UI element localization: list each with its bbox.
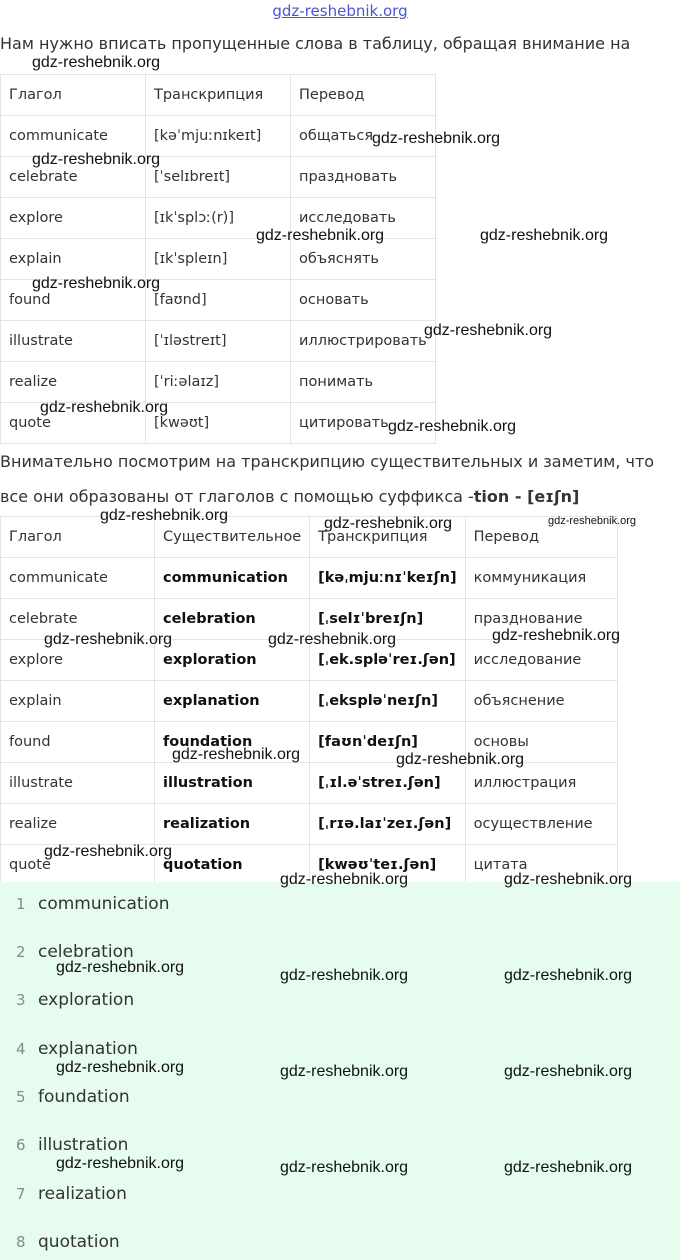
transcription-cell: [ˌrɪə.laɪˈzeɪ.ʃən] bbox=[310, 804, 465, 845]
table-row bbox=[1, 763, 618, 804]
watermark: gdz-reshebnik.org bbox=[280, 1159, 409, 1176]
verb-cell: communicate bbox=[1, 558, 155, 599]
list-item-word: communication bbox=[38, 894, 170, 914]
header-verb: Глагол bbox=[1, 75, 146, 116]
transcription-cell: [ˌek.spləˈreɪ.ʃən] bbox=[310, 640, 465, 681]
transcription-cell: [ɪkˈsplɔː(r)] bbox=[146, 198, 291, 239]
table-row bbox=[1, 681, 618, 722]
noun-cell: quotation bbox=[155, 845, 310, 886]
translation-cell: осуществление bbox=[465, 804, 617, 845]
translation-cell: исследование bbox=[465, 640, 617, 681]
transcription-cell: [kwəʊˈteɪ.ʃən] bbox=[310, 845, 465, 886]
verb-cell: explain bbox=[1, 681, 155, 722]
verb-table bbox=[0, 74, 436, 444]
header-noun: Существительное bbox=[155, 517, 310, 558]
translation-cell: общаться bbox=[291, 116, 436, 157]
watermark: gdz-reshebnik.org bbox=[56, 1059, 185, 1076]
list-item-number: 8 bbox=[16, 1233, 26, 1251]
header-translation: Перевод bbox=[291, 75, 436, 116]
transcription-cell: [faʊnˈdeɪʃn] bbox=[310, 722, 465, 763]
site-link[interactable]: gdz-reshebnik.org bbox=[272, 2, 408, 20]
verb-cell: quote bbox=[1, 403, 146, 444]
watermark: gdz-reshebnik.org bbox=[492, 627, 621, 644]
watermark: gdz-reshebnik.org bbox=[32, 54, 161, 71]
list-item-word: foundation bbox=[38, 1087, 130, 1107]
verb-cell: illustrate bbox=[1, 763, 155, 804]
table-row bbox=[1, 558, 618, 599]
transcription-cell: [kəˌmjuːnɪˈkeɪʃn] bbox=[310, 558, 465, 599]
transcription-cell: [ˌɪl.əˈstreɪ.ʃən] bbox=[310, 763, 465, 804]
verb-cell: found bbox=[1, 722, 155, 763]
watermark: gdz-reshebnik.org bbox=[548, 515, 637, 527]
list-item-number: 7 bbox=[16, 1185, 26, 1203]
header-transcription: Транскрипция bbox=[310, 517, 465, 558]
noun-cell: realization bbox=[155, 804, 310, 845]
transcription-cell: [ˈɪləstreɪt] bbox=[146, 321, 291, 362]
explanation-line-2-prefix: все они образованы от глаголов с помощью суффикса - bbox=[0, 487, 474, 506]
table-row bbox=[1, 804, 618, 845]
verb-cell: quote bbox=[1, 845, 155, 886]
explanation-line-2 bbox=[0, 487, 579, 506]
translation-cell: объяснение bbox=[465, 681, 617, 722]
translation-cell: основы bbox=[465, 722, 617, 763]
watermark: gdz-reshebnik.org bbox=[44, 843, 173, 860]
translation-cell: иллюстрировать bbox=[291, 321, 436, 362]
header-translation: Перевод bbox=[465, 517, 617, 558]
noun-cell: illustration bbox=[155, 763, 310, 804]
verb-cell: explore bbox=[1, 198, 146, 239]
noun-cell: communication bbox=[155, 558, 310, 599]
translation-cell: понимать bbox=[291, 362, 436, 403]
watermark: gdz-reshebnik.org bbox=[56, 959, 185, 976]
list-item-word: explanation bbox=[38, 1039, 138, 1059]
watermark: gdz-reshebnik.org bbox=[32, 151, 161, 168]
translation-cell: празднование bbox=[465, 599, 617, 640]
transcription-cell: [kwəʊt] bbox=[146, 403, 291, 444]
noun-cell: exploration bbox=[155, 640, 310, 681]
watermark: gdz-reshebnik.org bbox=[396, 751, 525, 768]
watermark: gdz-reshebnik.org bbox=[280, 967, 409, 984]
translation-cell: праздновать bbox=[291, 157, 436, 198]
translation-cell: цитата bbox=[465, 845, 617, 886]
translation-cell: основать bbox=[291, 280, 436, 321]
watermark: gdz-reshebnik.org bbox=[504, 1063, 633, 1080]
list-item bbox=[16, 1184, 127, 1208]
list-item bbox=[16, 990, 134, 1014]
translation-cell: исследовать bbox=[291, 198, 436, 239]
verb-cell: celebrate bbox=[1, 157, 146, 198]
transcription-cell: [ˈriːəlaɪz] bbox=[146, 362, 291, 403]
noun-cell: celebration bbox=[155, 599, 310, 640]
transcription-cell: [ˈselɪbreɪt] bbox=[146, 157, 291, 198]
watermark: gdz-reshebnik.org bbox=[100, 507, 229, 524]
transcription-cell: [ɪkˈspleɪn] bbox=[146, 239, 291, 280]
transcription-cell: [kəˈmjuːnɪkeɪt] bbox=[146, 116, 291, 157]
watermark: gdz-reshebnik.org bbox=[32, 275, 161, 292]
list-item-number: 2 bbox=[16, 943, 26, 961]
intro-text: Нам нужно вписать пропущенные слова в таблицу, обращая внимание на bbox=[0, 34, 631, 53]
watermark: gdz-reshebnik.org bbox=[280, 1063, 409, 1080]
verb-cell: explore bbox=[1, 640, 155, 681]
watermark: gdz-reshebnik.org bbox=[480, 227, 609, 244]
translation-cell: коммуникация bbox=[465, 558, 617, 599]
watermark: gdz-reshebnik.org bbox=[44, 631, 173, 648]
list-item-number: 5 bbox=[16, 1088, 26, 1106]
list-item-word: celebration bbox=[38, 942, 134, 962]
table-header-row bbox=[1, 75, 436, 116]
list-item bbox=[16, 1232, 120, 1256]
translation-cell: цитировать bbox=[291, 403, 436, 444]
suffix-highlight: tion - [eɪʃn] bbox=[473, 487, 580, 506]
list-item-word: illustration bbox=[38, 1135, 129, 1155]
list-item-number: 3 bbox=[16, 991, 26, 1009]
watermark: gdz-reshebnik.org bbox=[280, 871, 409, 888]
list-item-word: realization bbox=[38, 1184, 127, 1204]
list-item-number: 6 bbox=[16, 1136, 26, 1154]
verb-cell: realize bbox=[1, 804, 155, 845]
list-item bbox=[16, 894, 169, 918]
noun-cell: foundation bbox=[155, 722, 310, 763]
table-row bbox=[1, 362, 436, 403]
watermark: gdz-reshebnik.org bbox=[40, 399, 169, 416]
list-item bbox=[16, 1087, 130, 1111]
watermark: gdz-reshebnik.org bbox=[56, 1155, 185, 1172]
list-item-word: exploration bbox=[38, 990, 135, 1010]
header-verb: Глагол bbox=[1, 517, 155, 558]
watermark: gdz-reshebnik.org bbox=[388, 418, 517, 435]
transcription-cell: [faʊnd] bbox=[146, 280, 291, 321]
watermark: gdz-reshebnik.org bbox=[256, 227, 385, 244]
explanation-line-1: Внимательно посмотрим на транскрипцию существительных и заметим, что bbox=[0, 452, 655, 471]
transcription-cell: [ˌselɪˈbreɪʃn] bbox=[310, 599, 465, 640]
translation-cell: иллюстрация bbox=[465, 763, 617, 804]
verb-cell: celebrate bbox=[1, 599, 155, 640]
list-item-number: 4 bbox=[16, 1040, 26, 1058]
verb-cell: illustrate bbox=[1, 321, 146, 362]
watermark: gdz-reshebnik.org bbox=[324, 515, 453, 532]
list-item-number: 1 bbox=[16, 895, 26, 913]
noun-cell: explanation bbox=[155, 681, 310, 722]
table-row bbox=[1, 722, 618, 763]
translation-cell: объяснять bbox=[291, 239, 436, 280]
verb-cell: communicate bbox=[1, 116, 146, 157]
watermark: gdz-reshebnik.org bbox=[504, 1159, 633, 1176]
list-item-word: quotation bbox=[38, 1232, 120, 1252]
watermark: gdz-reshebnik.org bbox=[424, 322, 553, 339]
table-header-row bbox=[1, 517, 618, 558]
transcription-cell: [ˌekspləˈneɪʃn] bbox=[310, 681, 465, 722]
watermark: gdz-reshebnik.org bbox=[372, 130, 501, 147]
verb-cell: explain bbox=[1, 239, 146, 280]
watermark: gdz-reshebnik.org bbox=[504, 967, 633, 984]
header-transcription: Транскрипция bbox=[146, 75, 291, 116]
noun-table bbox=[0, 516, 621, 886]
verb-cell: realize bbox=[1, 362, 146, 403]
watermark: gdz-reshebnik.org bbox=[172, 746, 301, 763]
table-row bbox=[1, 321, 436, 362]
watermark: gdz-reshebnik.org bbox=[504, 871, 633, 888]
verb-cell: found bbox=[1, 280, 146, 321]
watermark: gdz-reshebnik.org bbox=[268, 631, 397, 648]
